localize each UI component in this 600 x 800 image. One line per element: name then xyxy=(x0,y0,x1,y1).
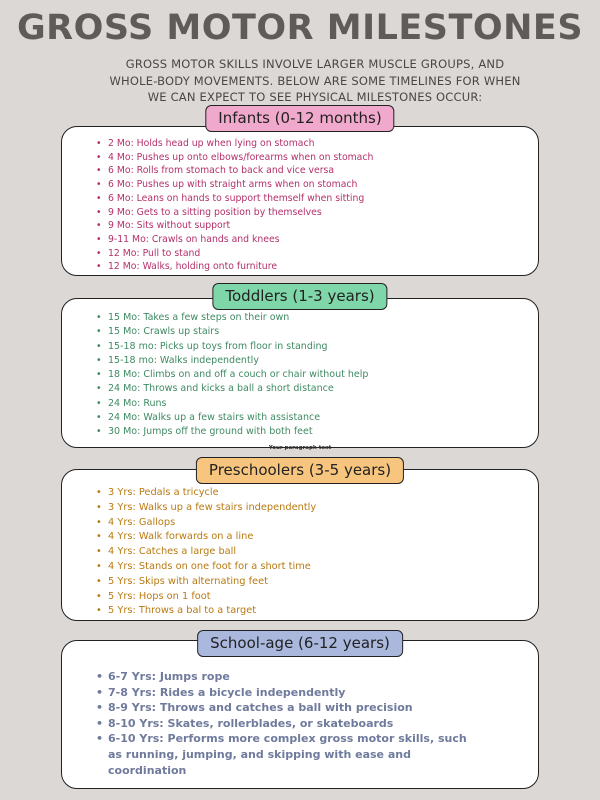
toddlers-heading: Toddlers (1-3 years) xyxy=(212,283,387,310)
toddlers-card xyxy=(61,287,539,448)
school-age-card xyxy=(61,634,539,789)
list-item: • 4 Yrs: Catches a large ball xyxy=(98,545,528,560)
school-age-list xyxy=(98,669,478,778)
list-item: • 24 Mo: Runs xyxy=(98,397,528,411)
list-item: • 15-18 mo: Walks independently xyxy=(98,354,528,368)
list-item: • 7-8 Yrs: Rides a bicycle independently xyxy=(98,685,478,701)
list-item: • 6-7 Yrs: Jumps rope xyxy=(98,669,478,685)
list-item: • 6 Mo: Rolls from stomach to back and vice versa xyxy=(98,164,528,178)
preschoolers-heading: Preschoolers (3-5 years) xyxy=(196,457,404,484)
intro-paragraph: GROSS MOTOR SKILLS INVOLVE LARGER MUSCLE GROUPS, AND WHOLE-BODY MOVEMENTS. BELOW ARE SOME TIMELINES FOR WHEN WE CAN EXPECT TO SEE PHYSICAL MILESTONES OCCUR: xyxy=(109,57,521,104)
list-item: • 5 Yrs: Skips with alternating feet xyxy=(98,575,528,590)
toddlers-list xyxy=(98,311,528,440)
infants-list xyxy=(98,137,528,274)
list-item: • 4 Yrs: Walk forwards on a line xyxy=(98,530,528,545)
list-item: • 12 Mo: Pull to stand xyxy=(98,247,528,261)
list-item: • 15 Mo: Crawls up stairs xyxy=(98,325,528,339)
list-item: • 30 Mo: Jumps off the ground with both feet xyxy=(98,425,528,439)
list-item: • 9-11 Mo: Crawls on hands and knees xyxy=(98,233,528,247)
list-item: • 6 Mo: Leans on hands to support themself when sitting xyxy=(98,192,528,206)
list-item: • 4 Yrs: Stands on one foot for a short time xyxy=(98,560,528,575)
list-item: • 4 Mo: Pushes up onto elbows/forearms when on stomach xyxy=(98,151,528,165)
preschoolers-card xyxy=(61,461,539,621)
list-item: • 4 Yrs: Gallops xyxy=(98,516,528,531)
page-title: GROSS MOTOR MILESTONES xyxy=(16,8,584,48)
list-item: • 8-9 Yrs: Throws and catches a ball with precision xyxy=(98,700,478,716)
preschoolers-list xyxy=(98,486,528,619)
list-item: • 24 Mo: Throws and kicks a ball a short distance xyxy=(98,382,528,396)
list-item: • 6-10 Yrs: Performs more complex gross motor skills, such as running, jumping, and skipping with ease and coordination xyxy=(98,731,478,778)
list-item: • 24 Mo: Walks up a few stairs with assistance xyxy=(98,411,528,425)
school-age-heading: School-age (6-12 years) xyxy=(197,630,403,657)
list-item: • 2 Mo: Holds head up when lying on stomach xyxy=(98,137,528,151)
list-item: • 15-18 mo: Picks up toys from floor in standing xyxy=(98,340,528,354)
list-item: • 3 Yrs: Pedals a tricycle xyxy=(98,486,528,501)
list-item: • 3 Yrs: Walks up a few stairs independently xyxy=(98,501,528,516)
list-item: • 15 Mo: Takes a few steps on their own xyxy=(98,311,528,325)
infants-heading: Infants (0-12 months) xyxy=(205,105,394,132)
list-item: • 12 Mo: Walks, holding onto furniture xyxy=(98,260,528,274)
infants-card xyxy=(61,109,539,276)
list-item: • 9 Mo: Gets to a sitting position by themselves xyxy=(98,206,528,220)
list-item: • 5 Yrs: Hops on 1 foot xyxy=(98,590,528,605)
placeholder-text: Your paragraph text xyxy=(268,445,332,451)
list-item: • 6 Mo: Pushes up with straight arms when on stomach xyxy=(98,178,528,192)
list-item: • 9 Mo: Sits without support xyxy=(98,219,528,233)
list-item: • 18 Mo: Climbs on and off a couch or chair without help xyxy=(98,368,528,382)
list-item: • 5 Yrs: Throws a bal to a target xyxy=(98,604,528,619)
list-item: • 8-10 Yrs: Skates, rollerblades, or skateboards xyxy=(98,716,478,732)
